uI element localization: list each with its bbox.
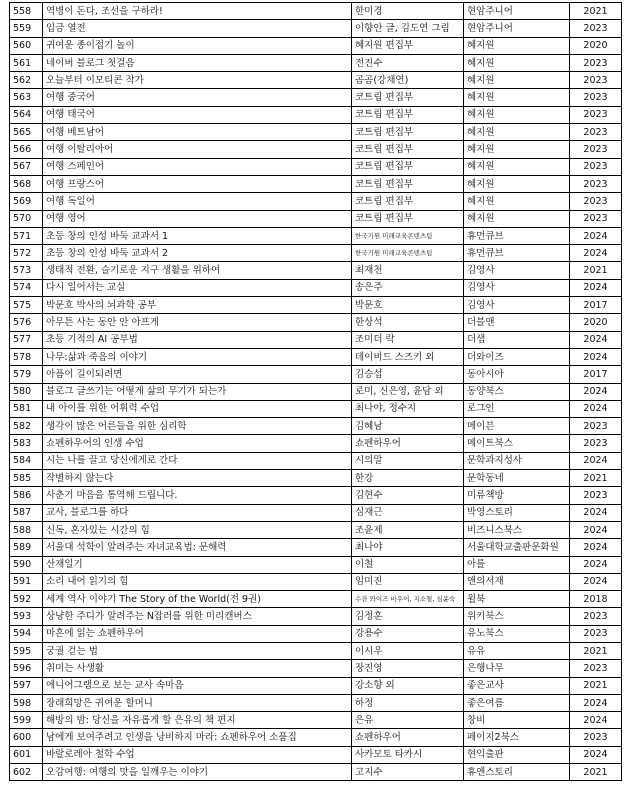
row-number: 599 xyxy=(10,712,43,729)
book-author: 임미진 xyxy=(352,573,464,590)
book-publisher: 현암주니어 xyxy=(464,3,570,20)
table-row xyxy=(10,660,622,677)
book-title: 초등 기적의 AI 공부법 xyxy=(43,331,352,348)
table-row xyxy=(10,124,622,141)
publication-year: 2024 xyxy=(570,521,622,538)
book-author: 이철 xyxy=(352,556,464,573)
publication-year: 2018 xyxy=(570,591,622,608)
table-row xyxy=(10,20,622,37)
table-row xyxy=(10,539,622,556)
book-author: 한미경 xyxy=(352,3,464,20)
table-row xyxy=(10,591,622,608)
publication-year: 2020 xyxy=(570,37,622,54)
row-number: 558 xyxy=(10,3,43,20)
book-publisher: 위키북스 xyxy=(464,608,570,625)
book-title: 여행 스페인어 xyxy=(43,158,352,175)
book-author: 코트립 편집부 xyxy=(352,89,464,106)
table-row xyxy=(10,452,622,469)
book-title: 여행 독일어 xyxy=(43,193,352,210)
row-number: 566 xyxy=(10,141,43,158)
book-publisher: 현익출판 xyxy=(464,746,570,763)
book-title: 신독, 혼자있는 시간의 힘 xyxy=(43,521,352,538)
book-publisher: 동양북스 xyxy=(464,383,570,400)
row-number: 589 xyxy=(10,539,43,556)
row-number: 572 xyxy=(10,245,43,262)
book-publisher: 더블앤 xyxy=(464,314,570,331)
row-number: 583 xyxy=(10,435,43,452)
table-row xyxy=(10,470,622,487)
book-publisher: 혜지원 xyxy=(464,106,570,123)
book-title: 작별하지 않는다 xyxy=(43,470,352,487)
book-title: 역병이 돈다, 조선을 구하라! xyxy=(43,3,352,20)
table-row xyxy=(10,694,622,711)
publication-year: 2023 xyxy=(570,54,622,71)
book-title: 나무:삶과 죽음의 이야기 xyxy=(43,348,352,365)
book-title: 여행 중국어 xyxy=(43,89,352,106)
publication-year: 2023 xyxy=(570,141,622,158)
book-author: 코트립 편집부 xyxy=(352,175,464,192)
book-title: 입금 열전 xyxy=(43,20,352,37)
row-number: 587 xyxy=(10,504,43,521)
book-author: 코트립 편집부 xyxy=(352,158,464,175)
table-row xyxy=(10,573,622,590)
table-row xyxy=(10,642,622,659)
table-row xyxy=(10,227,622,244)
book-author: 은유 xyxy=(352,712,464,729)
book-title: 네이버 블로그 첫걸음 xyxy=(43,54,352,71)
book-title: 서울대 석학이 알려주는 자녀교육법: 문해력 xyxy=(43,539,352,556)
book-title: 귀여운 종이접기 놀이 xyxy=(43,37,352,54)
book-publisher: 메이븐 xyxy=(464,418,570,435)
table-row xyxy=(10,331,622,348)
table-row xyxy=(10,141,622,158)
book-publisher: 박영스토리 xyxy=(464,504,570,521)
book-author: 최나야 xyxy=(352,539,464,556)
book-publisher: 동아시아 xyxy=(464,366,570,383)
book-author: 한상석 xyxy=(352,314,464,331)
row-number: 598 xyxy=(10,694,43,711)
table-row xyxy=(10,556,622,573)
book-title: 교사, 블로그를 하다 xyxy=(43,504,352,521)
publication-year: 2023 xyxy=(570,124,622,141)
row-number: 580 xyxy=(10,383,43,400)
book-publisher: 좋은여름 xyxy=(464,694,570,711)
table-row xyxy=(10,418,622,435)
publication-year: 2023 xyxy=(570,435,622,452)
publication-year: 2024 xyxy=(570,331,622,348)
book-author: 김승섭 xyxy=(352,366,464,383)
book-publisher: 메이트북스 xyxy=(464,435,570,452)
book-author: 고지수 xyxy=(352,764,464,781)
publication-year: 2023 xyxy=(570,193,622,210)
table-row xyxy=(10,89,622,106)
row-number: 573 xyxy=(10,262,43,279)
table-row xyxy=(10,746,622,763)
row-number: 562 xyxy=(10,72,43,89)
book-author: 하정 xyxy=(352,694,464,711)
book-author: 데이비드 스즈키 외 xyxy=(352,348,464,365)
book-publisher: 김영사 xyxy=(464,262,570,279)
row-number: 602 xyxy=(10,764,43,781)
table-row xyxy=(10,400,622,417)
row-number: 565 xyxy=(10,124,43,141)
book-author: 김정훈 xyxy=(352,608,464,625)
book-publisher: 휴먼큐브 xyxy=(464,227,570,244)
book-title: 여행 태국어 xyxy=(43,106,352,123)
book-title: 오늘부터 이모티콘 작가 xyxy=(43,72,352,89)
book-author: 김현수 xyxy=(352,487,464,504)
publication-year: 2024 xyxy=(570,227,622,244)
row-number: 563 xyxy=(10,89,43,106)
row-number: 584 xyxy=(10,452,43,469)
book-publisher: 더샘 xyxy=(464,331,570,348)
table-row xyxy=(10,487,622,504)
book-author: 코트립 편집부 xyxy=(352,210,464,227)
book-title: 산재일기 xyxy=(43,556,352,573)
table-row xyxy=(10,366,622,383)
book-author: 강용수 xyxy=(352,625,464,642)
table-row xyxy=(10,608,622,625)
publication-year: 2024 xyxy=(570,383,622,400)
row-number: 564 xyxy=(10,106,43,123)
book-author: 한국기원 미래교육콘텐츠팀 xyxy=(352,227,464,244)
book-title: 취미는 사생활 xyxy=(43,660,352,677)
book-title: 해방의 밤: 당신을 자유롭게 할 은유의 책 편지 xyxy=(43,712,352,729)
book-author: 한국기원 미래교육콘텐츠팀 xyxy=(352,245,464,262)
table-row xyxy=(10,314,622,331)
book-author: 로미, 신은영, 윤담 외 xyxy=(352,383,464,400)
publication-year: 2023 xyxy=(570,106,622,123)
book-title: 초등 창의 인성 바둑 교과서 2 xyxy=(43,245,352,262)
table-row xyxy=(10,3,622,20)
book-author: 이향안 글, 김도연 그림 xyxy=(352,20,464,37)
publication-year: 2021 xyxy=(570,470,622,487)
book-title: 오감여행: 여행의 맛을 일깨우는 이야기 xyxy=(43,764,352,781)
book-title: 세계 역사 이야기 The Story of the World(전 9권) xyxy=(43,591,352,608)
publication-year: 2023 xyxy=(570,625,622,642)
row-number: 574 xyxy=(10,279,43,296)
book-publisher: 로그인 xyxy=(464,400,570,417)
book-publisher: 문학동네 xyxy=(464,470,570,487)
book-publisher: 더와이즈 xyxy=(464,348,570,365)
book-author: 송은주 xyxy=(352,279,464,296)
publication-year: 2017 xyxy=(570,366,622,383)
row-number: 590 xyxy=(10,556,43,573)
book-publisher: 서울대학교출판문화원 xyxy=(464,539,570,556)
table-row xyxy=(10,297,622,314)
book-author: 조윤제 xyxy=(352,521,464,538)
book-author: 시의말 xyxy=(352,452,464,469)
book-publisher: 문학과지성사 xyxy=(464,452,570,469)
book-publisher: 혜지원 xyxy=(464,37,570,54)
book-author: 코트립 편집부 xyxy=(352,106,464,123)
publication-year: 2023 xyxy=(570,72,622,89)
book-title: 다시 일어서는 교실 xyxy=(43,279,352,296)
publication-year: 2024 xyxy=(570,694,622,711)
book-title: 생태적 전환, 슬기로운 지구 생활을 위하여 xyxy=(43,262,352,279)
publication-year: 2021 xyxy=(570,3,622,20)
publication-year: 2023 xyxy=(570,660,622,677)
row-number: 595 xyxy=(10,642,43,659)
book-publisher: 아를 xyxy=(464,556,570,573)
book-publisher: 윌북 xyxy=(464,591,570,608)
book-publisher: 유유 xyxy=(464,642,570,659)
book-title: 여행 영어 xyxy=(43,210,352,227)
publication-year: 2021 xyxy=(570,764,622,781)
row-number: 582 xyxy=(10,418,43,435)
table-row xyxy=(10,72,622,89)
table-row xyxy=(10,54,622,71)
book-title: 아무튼 사는 동안 안 아프게 xyxy=(43,314,352,331)
book-title: 마흔에 읽는 쇼펜하우어 xyxy=(43,625,352,642)
row-number: 559 xyxy=(10,20,43,37)
book-author: 한강 xyxy=(352,470,464,487)
book-title: 궁궐 걷는 법 xyxy=(43,642,352,659)
table-row xyxy=(10,521,622,538)
book-author: 코트립 편집부 xyxy=(352,124,464,141)
book-title: 생각이 많은 어른들을 위한 심리학 xyxy=(43,418,352,435)
book-author: 곰곰(강채연) xyxy=(352,72,464,89)
book-title: 여행 베트남어 xyxy=(43,124,352,141)
row-number: 575 xyxy=(10,297,43,314)
row-number: 567 xyxy=(10,158,43,175)
publication-year: 2024 xyxy=(570,452,622,469)
book-title: 시는 나를 끌고 당신에게로 간다 xyxy=(43,452,352,469)
row-number: 561 xyxy=(10,54,43,71)
publication-year: 2024 xyxy=(570,573,622,590)
book-publisher: 휴먼큐브 xyxy=(464,245,570,262)
book-author: 이시우 xyxy=(352,642,464,659)
publication-year: 2024 xyxy=(570,746,622,763)
row-number: 570 xyxy=(10,210,43,227)
book-list-body xyxy=(10,3,622,781)
book-author: 김혜남 xyxy=(352,418,464,435)
publication-year: 2024 xyxy=(570,279,622,296)
book-title: 남에게 보여주려고 인생을 낭비하지 마라: 쇼펜하우어 소품집 xyxy=(43,729,352,746)
publication-year: 2023 xyxy=(570,418,622,435)
row-number: 571 xyxy=(10,227,43,244)
book-publisher: 혜지원 xyxy=(464,54,570,71)
book-publisher: 창비 xyxy=(464,712,570,729)
book-publisher: 미류책방 xyxy=(464,487,570,504)
table-row xyxy=(10,504,622,521)
book-publisher: 현암주니어 xyxy=(464,20,570,37)
publication-year: 2023 xyxy=(570,20,622,37)
row-number: 568 xyxy=(10,175,43,192)
table-row xyxy=(10,625,622,642)
book-author: 강소향 외 xyxy=(352,677,464,694)
book-title: 에니어그램으로 보는 교사 속마음 xyxy=(43,677,352,694)
book-author: 코트립 편집부 xyxy=(352,193,464,210)
table-row xyxy=(10,262,622,279)
book-author: 코트립 편집부 xyxy=(352,141,464,158)
table-row xyxy=(10,712,622,729)
book-publisher: 유노북스 xyxy=(464,625,570,642)
row-number: 578 xyxy=(10,348,43,365)
book-publisher: 좋은교사 xyxy=(464,677,570,694)
book-publisher: 휴앤스토리 xyxy=(464,764,570,781)
row-number: 588 xyxy=(10,521,43,538)
table-row xyxy=(10,175,622,192)
table-row xyxy=(10,106,622,123)
publication-year: 2023 xyxy=(570,89,622,106)
book-author: 장진영 xyxy=(352,660,464,677)
row-number: 581 xyxy=(10,400,43,417)
table-row xyxy=(10,210,622,227)
book-author: 혜지원 편집부 xyxy=(352,37,464,54)
publication-year: 2023 xyxy=(570,175,622,192)
row-number: 585 xyxy=(10,470,43,487)
publication-year: 2020 xyxy=(570,314,622,331)
publication-year: 2021 xyxy=(570,677,622,694)
book-publisher: 은행나무 xyxy=(464,660,570,677)
book-publisher: 혜지원 xyxy=(464,175,570,192)
book-author: 조미더 락 xyxy=(352,331,464,348)
publication-year: 2024 xyxy=(570,348,622,365)
book-title: 여행 이탈리아어 xyxy=(43,141,352,158)
publication-year: 2023 xyxy=(570,487,622,504)
book-publisher: 혜지원 xyxy=(464,89,570,106)
row-number: 597 xyxy=(10,677,43,694)
publication-year: 2024 xyxy=(570,539,622,556)
table-row xyxy=(10,764,622,781)
book-author: 심재근 xyxy=(352,504,464,521)
publication-year: 2023 xyxy=(570,608,622,625)
book-publisher: 혜지원 xyxy=(464,210,570,227)
publication-year: 2023 xyxy=(570,210,622,227)
book-publisher: 김영사 xyxy=(464,279,570,296)
row-number: 569 xyxy=(10,193,43,210)
row-number: 579 xyxy=(10,366,43,383)
book-list-table xyxy=(9,2,622,781)
row-number: 601 xyxy=(10,746,43,763)
table-row xyxy=(10,245,622,262)
table-row xyxy=(10,158,622,175)
table-row xyxy=(10,348,622,365)
book-title: 박문호 박사의 뇌과학 공부 xyxy=(43,297,352,314)
book-title: 소리 내어 읽기의 힘 xyxy=(43,573,352,590)
table-row xyxy=(10,37,622,54)
row-number: 593 xyxy=(10,608,43,625)
book-publisher: 앤의서재 xyxy=(464,573,570,590)
book-author: 전진수 xyxy=(352,54,464,71)
table-row xyxy=(10,677,622,694)
row-number: 591 xyxy=(10,573,43,590)
book-author: 박문호 xyxy=(352,297,464,314)
publication-year: 2024 xyxy=(570,504,622,521)
publication-year: 2024 xyxy=(570,245,622,262)
book-publisher: 혜지원 xyxy=(464,72,570,89)
book-title: 쇼펜하우어의 인생 수업 xyxy=(43,435,352,452)
book-publisher: 혜지원 xyxy=(464,124,570,141)
book-author: 쇼펜하우어 xyxy=(352,729,464,746)
table-row xyxy=(10,383,622,400)
publication-year: 2023 xyxy=(570,158,622,175)
book-title: 바랄로레아 철학 수업 xyxy=(43,746,352,763)
row-number: 577 xyxy=(10,331,43,348)
book-title: 내 아이를 위한 어휘력 수업 xyxy=(43,400,352,417)
book-title: 아픔이 길이되려면 xyxy=(43,366,352,383)
table-row xyxy=(10,435,622,452)
book-publisher: 혜지원 xyxy=(464,193,570,210)
row-number: 600 xyxy=(10,729,43,746)
publication-year: 2021 xyxy=(570,642,622,659)
row-number: 560 xyxy=(10,37,43,54)
book-title: 사춘기 마음을 통역해 드립니다. xyxy=(43,487,352,504)
table-row xyxy=(10,193,622,210)
book-title: 상냥한 주디가 알려주는 N잡러를 위한 미리캔버스 xyxy=(43,608,352,625)
publication-year: 2024 xyxy=(570,400,622,417)
row-number: 576 xyxy=(10,314,43,331)
book-publisher: 혜지원 xyxy=(464,158,570,175)
table-row xyxy=(10,729,622,746)
publication-year: 2021 xyxy=(570,262,622,279)
row-number: 586 xyxy=(10,487,43,504)
publication-year: 2017 xyxy=(570,297,622,314)
table-row xyxy=(10,279,622,296)
book-title: 장래희망은 귀여운 할머니 xyxy=(43,694,352,711)
book-publisher: 김영사 xyxy=(464,297,570,314)
book-title: 초등 창의 인성 바둑 교과서 1 xyxy=(43,227,352,244)
book-publisher: 혜지원 xyxy=(464,141,570,158)
book-publisher: 비즈니스북스 xyxy=(464,521,570,538)
publication-year: 2023 xyxy=(570,729,622,746)
book-author: 수잔 와이즈 바우어, 지소철, 심윤숙 xyxy=(352,591,464,608)
row-number: 594 xyxy=(10,625,43,642)
book-author: 쇼펜하우어 xyxy=(352,435,464,452)
publication-year: 2024 xyxy=(570,556,622,573)
book-title: 블로그 글쓰기는 어떻게 삶의 무기가 되는가 xyxy=(43,383,352,400)
publication-year: 2024 xyxy=(570,712,622,729)
book-author: 최재천 xyxy=(352,262,464,279)
book-author: 사카모토 타카시 xyxy=(352,746,464,763)
row-number: 592 xyxy=(10,591,43,608)
row-number: 596 xyxy=(10,660,43,677)
book-title: 여행 프랑스어 xyxy=(43,175,352,192)
book-author: 최나야, 정수지 xyxy=(352,400,464,417)
book-publisher: 페이지2북스 xyxy=(464,729,570,746)
